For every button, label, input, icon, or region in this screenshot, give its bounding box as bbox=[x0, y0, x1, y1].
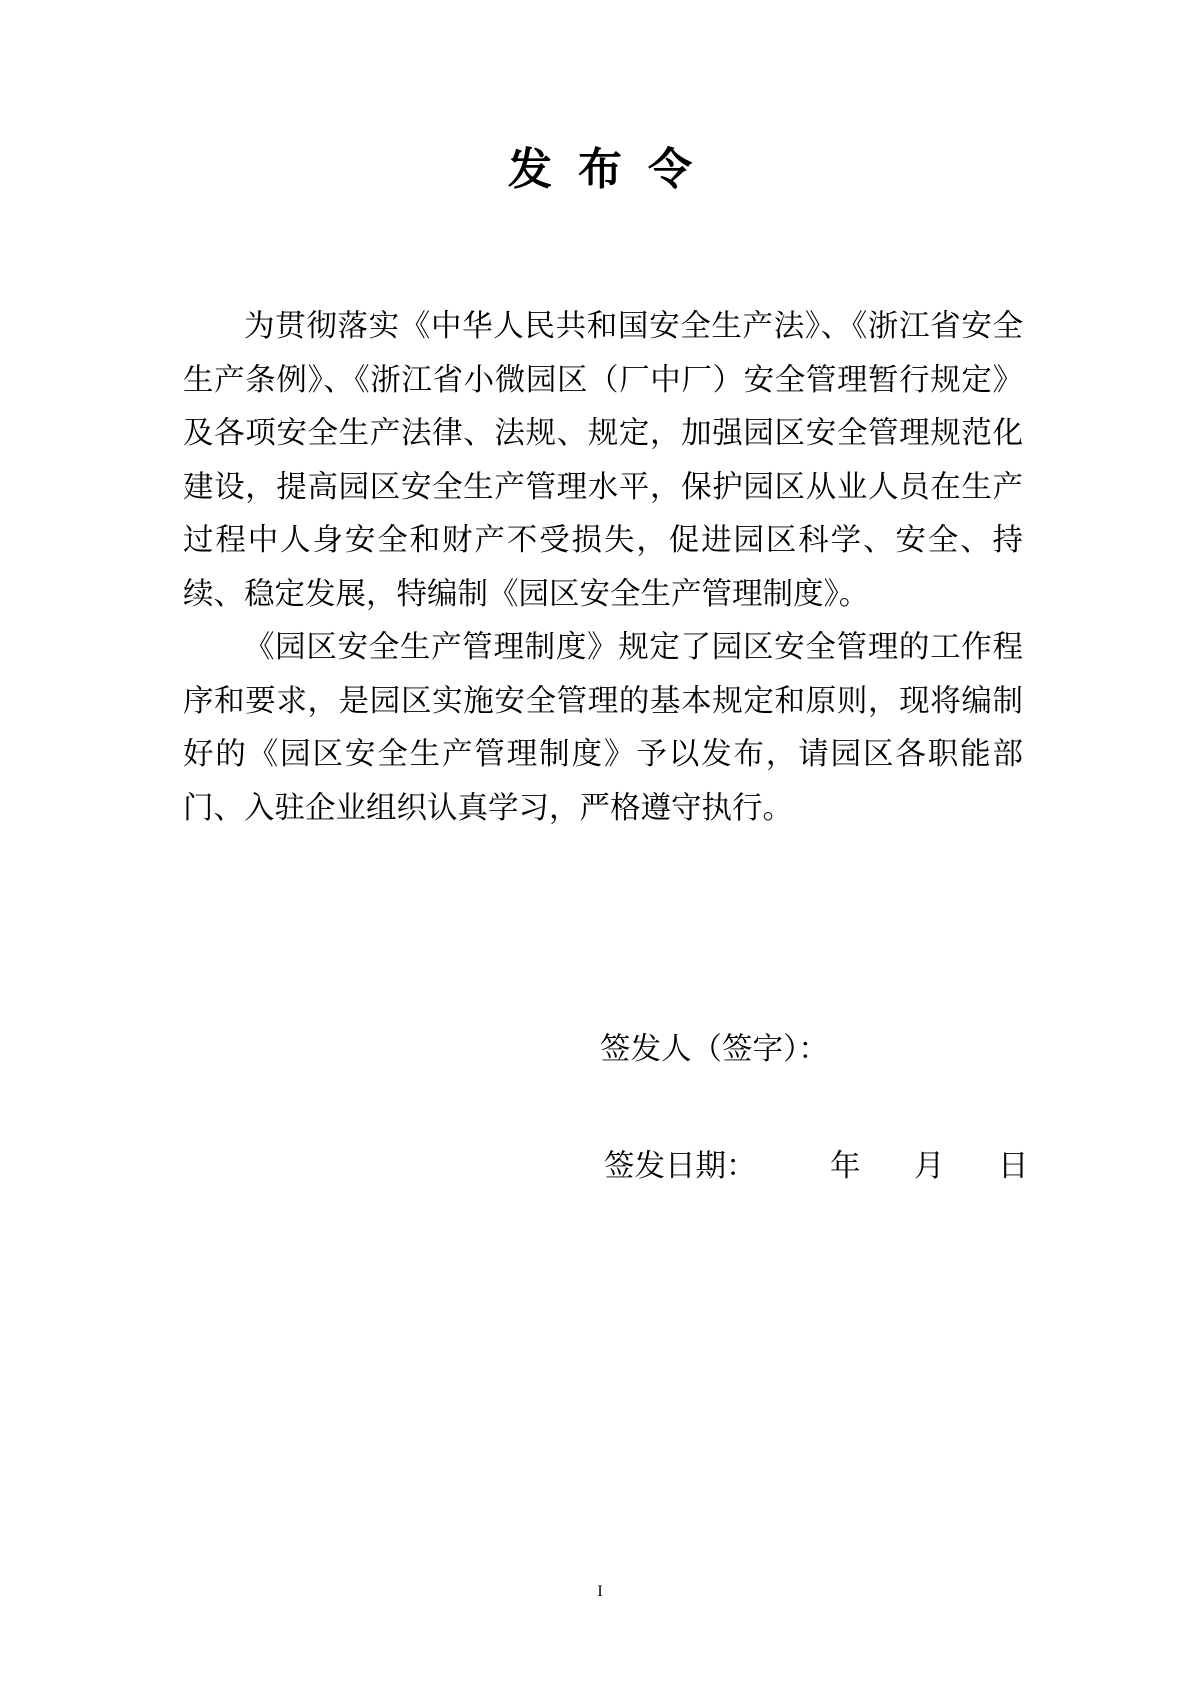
page-number: I bbox=[597, 1583, 603, 1600]
date-year-label: 年 bbox=[830, 1149, 861, 1184]
signer-label: 签发人（签字）： bbox=[600, 1032, 829, 1067]
page-title: 发布令 bbox=[508, 144, 718, 195]
paragraph-1: 为贯彻落实《中华人民共和国安全生产法》、《浙江省安全生产条例》、《浙江省小微园区（厂中厂）安全管理暂行规定》及各项安全生产法律、法规、规定，加强园区安全管理规范化建设，提高园区安全生产管理水平，保护园区从业人员在生产过程中人身安全和财产不受损失，促进园区科学、安全、持续、稳定发展，特编制《园区安全生产管理制度》。 bbox=[183, 309, 1023, 612]
paragraph-2: 《园区安全生产管理制度》规定了园区安全管理的工作程序和要求，是园区实施安全管理的基本规定和原则，现将编制好的《园区安全生产管理制度》予以发布，请园区各职能部门、入驻企业组织认真学习，严格遵守执行。 bbox=[183, 630, 1023, 826]
document-body bbox=[183, 300, 1023, 835]
issue-date-label: 签发日期： bbox=[604, 1149, 757, 1184]
date-day-label: 日 bbox=[998, 1149, 1029, 1184]
date-month-label: 月 bbox=[914, 1149, 945, 1184]
